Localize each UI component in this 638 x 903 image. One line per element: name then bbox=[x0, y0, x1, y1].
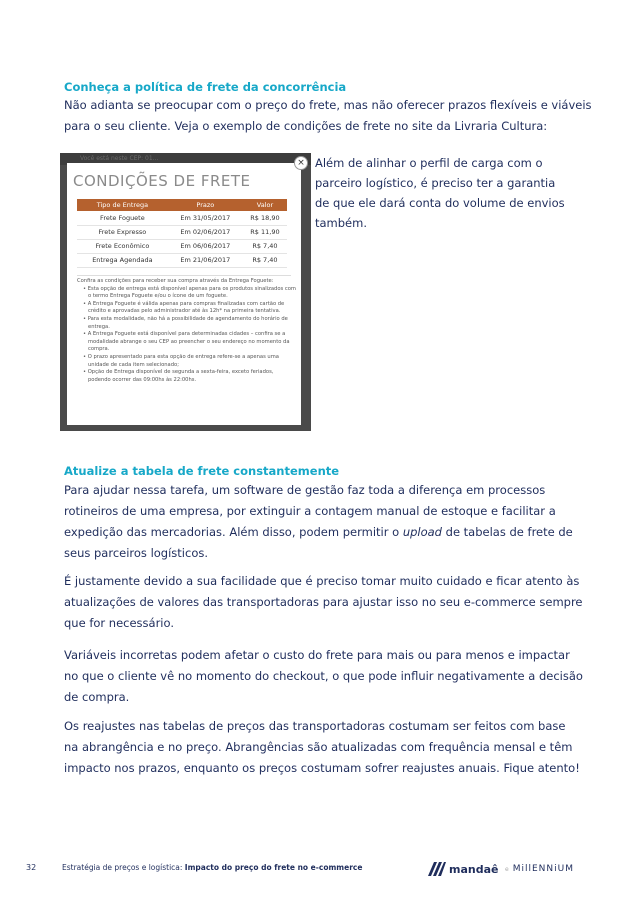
text-line: rotineiros de uma empresa, por extinguir a contagem manual de estoque e facilitar a bbox=[64, 504, 556, 518]
page-number: 32 bbox=[26, 863, 37, 872]
text-line: no que o cliente vê no momento do checkout, o que pode influir negativamente a decisão bbox=[64, 669, 583, 683]
table-cell: Em 31/05/2017 bbox=[168, 211, 243, 225]
page-footer bbox=[0, 860, 638, 880]
condition-item: o termo Entrega Foguete e/ou o ícone de um foguete. bbox=[88, 293, 228, 300]
text-line-mixed bbox=[64, 522, 584, 543]
table-cell: Em 21/06/2017 bbox=[168, 253, 243, 267]
conditions-list bbox=[77, 278, 296, 384]
text-line: Os reajustes nas tabelas de preços das transportadoras costumam ser feitos com base bbox=[64, 719, 566, 733]
table-cell: Em 02/06/2017 bbox=[168, 225, 243, 239]
italic-term: upload bbox=[402, 525, 442, 539]
condition-item: • A Entrega Foguete está disponível para determinadas cidades – confira se a bbox=[83, 331, 286, 338]
paragraph-attention bbox=[64, 571, 584, 634]
text-line: É justamente devido a sua facilidade que é preciso tomar muito cuidado e ficar atento às bbox=[64, 574, 580, 588]
text-line: Além de alinhar o perfil de carga com o bbox=[315, 156, 543, 170]
column-header: Valor bbox=[243, 199, 287, 211]
mandae-logo-text: mandaê bbox=[449, 862, 499, 876]
table-cell: Frete Foguete bbox=[77, 211, 168, 225]
condition-item: entrega. bbox=[88, 323, 110, 330]
table-cell: Frete Expresso bbox=[77, 225, 168, 239]
condition-item: • A Entrega Foguete é válida apenas para compras finalizadas com cartão de bbox=[83, 300, 285, 307]
text-line: Para ajudar nessa tarefa, um software de gestão faz toda a diferença em processos bbox=[64, 483, 546, 497]
paragraph-adjustments bbox=[64, 716, 584, 779]
condition-item: podendo ocorrer das 09:00hs às 22:00hs. bbox=[88, 376, 197, 383]
text-line: também. bbox=[315, 216, 367, 230]
footer-title-regular: Estratégia de preços e logística: bbox=[62, 863, 185, 872]
table-row bbox=[77, 253, 287, 267]
millennium-logo bbox=[505, 862, 574, 876]
close-icon: × bbox=[294, 156, 308, 170]
table-row bbox=[77, 239, 287, 253]
condition-item: crédito e aprovadas pelo administrador até às 12h* na primeira tentativa. bbox=[88, 308, 281, 315]
text-line: Não adianta se preocupar com o preço do frete, mas não oferecer prazos flexíveis e viáveis bbox=[64, 98, 592, 112]
section-heading-competitor-policy: Conheça a política de frete da concorrência bbox=[64, 80, 347, 94]
text-line: para o seu cliente. Veja o exemplo de condições de frete no site da Livraria Cultura: bbox=[64, 119, 548, 133]
table-cell: Frete Econômico bbox=[77, 239, 168, 253]
table-row bbox=[77, 211, 287, 225]
divider bbox=[77, 275, 291, 276]
table-cell: R$ 7,40 bbox=[243, 239, 287, 253]
condition-item: • Opção de Entrega disponível de segunda a sexta-feira, exceto feriados, bbox=[83, 369, 274, 376]
text-run: de tabelas de frete de bbox=[441, 525, 573, 539]
footer-title bbox=[62, 863, 362, 872]
paragraph-software bbox=[64, 480, 584, 564]
mandae-logo-icon bbox=[428, 862, 446, 876]
text-line: seus parceiros logísticos. bbox=[64, 546, 209, 560]
table-row bbox=[77, 225, 287, 239]
background-text: Você está neste CEP: 01... bbox=[80, 155, 159, 162]
condition-item: unidade de cada item selecionado; bbox=[88, 361, 179, 368]
condition-item: compra. bbox=[88, 346, 110, 353]
intro-paragraph bbox=[64, 95, 592, 137]
condition-item: modalidade abrange o seu CEP ao preencher o seu endereço no momento da bbox=[88, 338, 290, 345]
table-cell: Em 06/06/2017 bbox=[168, 239, 243, 253]
paragraph-variables bbox=[64, 645, 584, 708]
column-header: Prazo bbox=[168, 199, 243, 211]
text-line: de compra. bbox=[64, 690, 130, 704]
text-run: expedição das mercadorias. Além disso, podem permitir o bbox=[64, 525, 400, 539]
column-header: Tipo de Entrega bbox=[77, 199, 168, 211]
text-line: atualizações de valores das transportadoras para ajustar isso no seu e-commerce sempre bbox=[64, 595, 583, 609]
freight-table bbox=[77, 199, 287, 268]
text-line: parceiro logístico, é preciso ter a garantia bbox=[315, 176, 556, 190]
text-line: impacto nos prazos, enquanto os preços costumam sofrer reajustes anuais. Fique atento! bbox=[64, 761, 580, 775]
freight-conditions-screenshot bbox=[60, 153, 311, 431]
condition-item: • O prazo apresentado para esta opção de entrega refere-se a apenas uma bbox=[83, 353, 279, 360]
table-cell: R$ 18,90 bbox=[243, 211, 287, 225]
conditions-intro: Confira as condições para receber sua compra através da Entrega Foguete: bbox=[77, 278, 274, 284]
modal-title: CONDIÇÕES DE FRETE bbox=[73, 172, 251, 190]
condition-item: • Para esta modalidade, não há a possibilidade de agendamento do horário de bbox=[83, 315, 288, 322]
millennium-logo-prefix: e bbox=[505, 865, 510, 873]
table-cell: R$ 7,40 bbox=[243, 253, 287, 267]
text-line: na abrangência e no preço. Abrangências são atualizadas com frequência mensal e têm bbox=[64, 740, 573, 754]
mandae-logo bbox=[428, 860, 498, 878]
table-header-row bbox=[77, 199, 287, 211]
text-line: Variáveis incorretas podem afetar o custo do frete para mais ou para menos e impactar bbox=[64, 648, 570, 662]
text-line: que for necessário. bbox=[64, 616, 174, 630]
side-note bbox=[315, 153, 585, 233]
footer-title-bold: Impacto do preço do frete no e-commerce bbox=[184, 863, 363, 872]
millennium-logo-text: MillENNiUM bbox=[512, 864, 574, 874]
section-heading-update-table: Atualize a tabela de frete constantemente bbox=[64, 464, 340, 478]
table-cell: R$ 11,90 bbox=[243, 225, 287, 239]
freight-conditions-modal bbox=[67, 163, 301, 425]
condition-item: • Esta opção de entrega está disponível apenas para os produtos sinalizados com bbox=[83, 285, 296, 292]
text-line: de que ele dará conta do volume de envios bbox=[315, 196, 565, 210]
table-cell: Entrega Agendada bbox=[77, 253, 168, 267]
